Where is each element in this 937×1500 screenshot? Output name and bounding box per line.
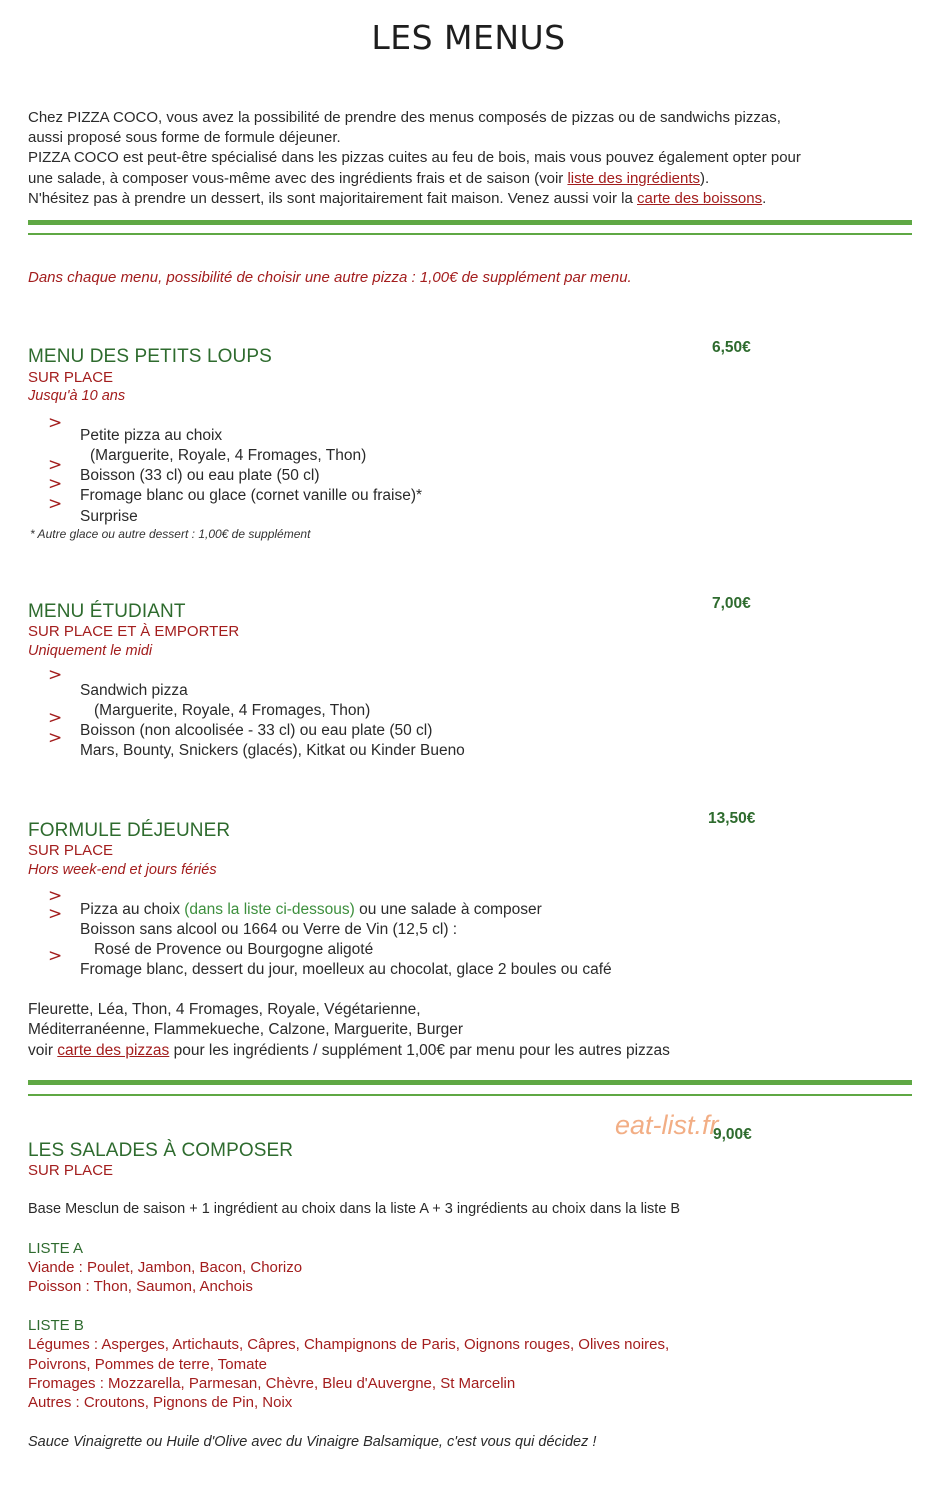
intro-text [28, 108, 918, 209]
menu-title: MENU ÉTUDIANT [28, 601, 186, 622]
menu-item: Mars, Bounty, Snickers (glacés), Kitkat ou Kinder Bueno [80, 742, 465, 759]
menu-condition: Hors week-end et jours fériés [28, 862, 217, 878]
menu-price: 9,00€ [713, 1126, 752, 1143]
bullet-arrow-icon: > [48, 474, 63, 494]
menu-item: Boisson (33 cl) ou eau plate (50 cl) [80, 467, 320, 484]
menu-place: SUR PLACE [28, 842, 114, 859]
pizza-list-hint: (dans la liste ci-dessous) [184, 901, 355, 918]
divider [28, 1094, 912, 1096]
bullet-arrow-icon: > [48, 946, 63, 966]
watermark: eat-list.fr [615, 1110, 719, 1140]
divider [28, 220, 912, 225]
menu-item: Sandwich pizza [80, 682, 188, 699]
bullet-arrow-icon: > [48, 904, 63, 924]
menu-title: MENU DES PETITS LOUPS [28, 346, 272, 367]
menu-item: Boisson sans alcool ou 1664 ou Verre de Vin (12,5 cl) : [80, 921, 458, 938]
list-line: Fromages : Mozzarella, Parmesan, Chèvre, Bleu d'Auvergne, St Marcelin [28, 1375, 516, 1392]
menu-item-text: ou une salade à composer [354, 901, 542, 918]
bullet-arrow-icon: > [48, 708, 63, 728]
intro-line [28, 169, 918, 189]
menu-item: Rosé de Provence ou Bourgogne aligoté [94, 941, 374, 958]
menu-condition: Jusqu'à 10 ans [28, 388, 126, 404]
sauce-note: Sauce Vinaigrette ou Huile d'Olive avec du Vinaigre Balsamique, c'est vous qui décidez ! [28, 1434, 597, 1450]
intro-line: PIZZA COCO est peut-être spécialisé dans les pizzas cuites au feu de bois, mais vous pouvez également opter pour [28, 149, 801, 167]
menu-price: 13,50€ [708, 810, 756, 827]
list-line: Poisson : Thon, Saumon, Anchois [28, 1278, 253, 1295]
menu-item: (Marguerite, Royale, 4 Fromages, Thon) [94, 702, 371, 719]
pizza-list: Méditerranéenne, Flammekueche, Calzone, Marguerite, Burger [28, 1021, 464, 1038]
menu-place: SUR PLACE [28, 1162, 114, 1179]
menu-item: Boisson (non alcoolisée - 33 cl) ou eau plate (50 cl) [80, 722, 433, 739]
menu-title: LES SALADES À COMPOSER [28, 1140, 294, 1161]
menu-item: Fromage blanc ou glace (cornet vanille ou fraise)* [80, 487, 423, 504]
list-line: Autres : Croutons, Pignons de Pin, Noix [28, 1394, 293, 1411]
list-label: LISTE A [28, 1240, 84, 1257]
bullet-arrow-icon: > [48, 665, 63, 685]
intro-text-segment: ). [700, 169, 710, 187]
intro-text-segment: N'hésitez pas à prendre un dessert, ils sont majoritairement fait maison. Venez aussi voir la [28, 189, 637, 207]
intro-line: aussi proposé sous forme de formule déjeuner. [28, 129, 341, 147]
drinks-link[interactable]: carte des boissons [637, 189, 763, 207]
intro-line [28, 189, 918, 209]
menu-item: Surprise [80, 508, 138, 525]
intro-text-segment: . [762, 189, 767, 207]
bullet-arrow-icon: > [48, 886, 63, 906]
menu-footnote: * Autre glace ou autre dessert : 1,00€ de supplément [30, 527, 311, 541]
pizza-card-link[interactable]: carte des pizzas [57, 1042, 170, 1059]
bullet-arrow-icon: > [48, 728, 63, 748]
menu-price: 6,50€ [712, 339, 751, 356]
bullet-arrow-icon: > [48, 494, 63, 514]
menu-condition: Uniquement le midi [28, 643, 153, 659]
list-line: Poivrons, Pommes de terre, Tomate [28, 1356, 267, 1373]
note-text: pour les ingrédients / supplément 1,00€ par menu pour les autres pizzas [169, 1042, 670, 1059]
bullet-arrow-icon: > [48, 413, 63, 433]
menu-title: FORMULE DÉJEUNER [28, 820, 231, 841]
menu-item [80, 901, 542, 919]
ingredients-link[interactable]: liste des ingrédients [567, 169, 701, 187]
list-line: Viande : Poulet, Jambon, Bacon, Chorizo [28, 1259, 303, 1276]
menu-item: Fromage blanc, dessert du jour, moelleux au chocolat, glace 2 boules ou café [80, 961, 612, 978]
page-title: LES MENUS [371, 18, 566, 57]
bullet-arrow-icon: > [48, 455, 63, 475]
note-text: voir [28, 1042, 58, 1059]
divider [28, 233, 912, 235]
divider [28, 1080, 912, 1085]
menu-price: 7,00€ [712, 595, 751, 612]
list-line: Légumes : Asperges, Artichauts, Câpres, Champignons de Paris, Oignons rouges, Olives noires, [28, 1336, 670, 1353]
supplement-note: Dans chaque menu, possibilité de choisir une autre pizza : 1,00€ de supplément par menu. [28, 269, 632, 286]
pizza-list: Fleurette, Léa, Thon, 4 Fromages, Royale, Végétarienne, [28, 1001, 421, 1018]
menu-item: (Marguerite, Royale, 4 Fromages, Thon) [90, 447, 367, 464]
menu-place: SUR PLACE ET À EMPORTER [28, 623, 240, 640]
salad-base: Base Mesclun de saison + 1 ingrédient au choix dans la liste A + 3 ingrédients au choix dans la liste B [28, 1201, 681, 1217]
list-label: LISTE B [28, 1317, 84, 1334]
intro-text-segment: une salade, à composer vous-même avec des ingrédients frais et de saison (voir [28, 169, 568, 187]
menu-item: Petite pizza au choix [80, 427, 223, 444]
intro-line: Chez PIZZA COCO, vous avez la possibilité de prendre des menus composés de pizzas ou de sandwichs pizzas, [28, 109, 781, 126]
pizza-card-note [28, 1042, 670, 1060]
menu-item-text: Pizza au choix [80, 901, 185, 918]
menu-place: SUR PLACE [28, 369, 114, 386]
